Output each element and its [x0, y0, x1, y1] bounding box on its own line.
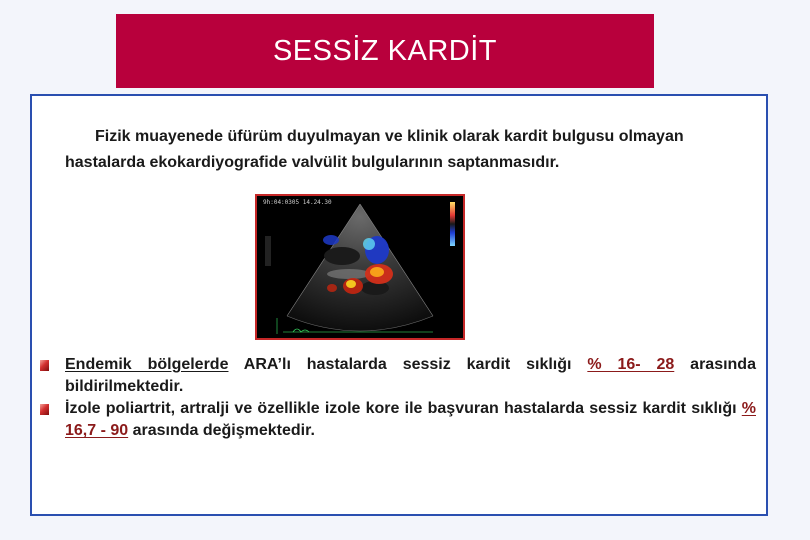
frequency-range: % 16- 28 — [587, 356, 675, 373]
bullet-text: İzole poliartrit, artralji ve özellikle izole kore ile başvuran hastalarda sessiz kardit sıklığı — [65, 400, 742, 417]
square-bullet-icon — [40, 360, 49, 371]
echocardiography-image — [255, 194, 465, 340]
bullet-item — [40, 398, 756, 442]
color-scale-bar — [450, 202, 455, 246]
bullet-lead: Endemik bölgelerde — [65, 356, 229, 373]
title-banner — [116, 14, 654, 88]
echo-illustration — [257, 196, 463, 338]
square-bullet-icon — [40, 404, 49, 415]
ultrasound-sector — [287, 204, 433, 331]
intro-paragraph: Fizik muayenede üfürüm duyulmayan ve klinik olarak kardit bulgusu olmayan hastalarda ekokardiyografide valvülit bulgularının saptanmasıdır. — [65, 128, 684, 171]
bullet-item — [40, 354, 756, 398]
slide-title: SESSİZ KARDİT — [272, 34, 498, 67]
bullet-list — [40, 354, 756, 442]
frequency-range: % 16,7 - 90 — [65, 400, 756, 439]
echo-header-text: 9h:04:0305 14.24.30 — [263, 199, 332, 206]
bullet-text: ARA’lı hastalarda sessiz kardit sıklığı — [228, 356, 588, 373]
bullet-text-end: arasında bildirilmektedir. — [65, 356, 756, 395]
bullet-text-end: arasında değişmektedir. — [128, 422, 315, 439]
